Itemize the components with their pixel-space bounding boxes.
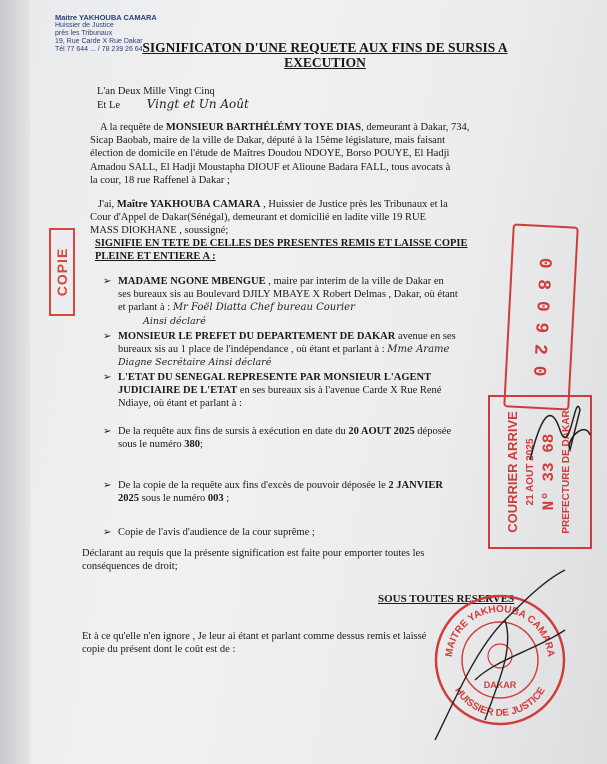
handwritten-recipient: Mr Foël Diatta Chef bureau Courier <box>172 302 355 314</box>
bullet-icon: ➢ <box>103 276 112 287</box>
huissier-paragraph: J'ai, Maître YAKHOUBA CAMARA , Huissier de Justice près les Tribunaux et la Cour d'Appel de Dakar(Sénégal), demeurant et domicilié en ladite ville 19 RUE MASS DIOKHANE , soussigné; <box>90 199 448 237</box>
document-item: De la requête aux fins de sursis à exécution en date du 20 AOUT 2025 déposée sous le numéro 380; <box>118 426 452 451</box>
bullet-icon: ➢ <box>103 426 112 437</box>
title-line: SIGNIFICATON D'UNE REQUETE AUX FINS DE SURSIS A <box>142 40 508 55</box>
letterhead-line: 19, Rue Carde X Rue Dakar <box>55 38 143 45</box>
recipient-maire: MADAME NGONE MBENGUE , maire par interim de la ville de Dakar en ses bureaux sis au Boulevard DJILY MBAYE X Robert Delmas , Dakar, où étant et parlant à : Mr Foël Diatta Chef bureau Courier Ainsi déclaré <box>118 275 508 328</box>
courrier-arrive-stamp: COURRIER ARRIVE 21 AOUT 2025 N° 33 68 PREFECTURE DE DAKAR <box>488 395 592 549</box>
closing-paragraph: Et à ce qu'elle n'en ignore , Je leur ai étant et parlant comme dessus remis et laissé copie du présent dont le coût est de : <box>82 631 427 656</box>
bullet-icon: ➢ <box>103 331 112 342</box>
document-item: Copie de l'avis d'audience de la cour suprême ; <box>118 527 315 538</box>
recipient-prefet: MONSIEUR LE PREFET DU DEPARTEMENT DE DAKAR avenue en ses bureaux sis au 1 place de l'indépendance , où étant et parlant à : Mme Arame Diagne Secrétaire Ainsi déclaré <box>118 330 538 370</box>
declarant-paragraph: Déclarant au requis que la présente signification est faite pour emporter toutes les conséquences de droit; <box>82 548 425 573</box>
requete-paragraph: A la requête de MONSIEUR BARTHÉLÉMY TOYE DIAS, demeurant à Dakar, 734, Sicap Baobab, maire de la ville de Dakar, député à la 15ème législature, mais faisant élection de domicile en l'étude de Maîtres Doudou NDOYE, Borso POUYE, El Hadji Amadou SALL, El Hadji Moustapha DIOUF et Alioune Badara FALL, tous avocats à la cour, 18 rue Raffenel à Dakar ; <box>90 122 470 186</box>
seal-bottom-text: HUISSIER DE JUSTICE <box>452 685 548 720</box>
bullet-icon: ➢ <box>103 527 112 538</box>
reserves-heading: SOUS TOUTES RESERVES <box>378 593 515 605</box>
date-year: L'an Deux Mille Vingt Cinq <box>97 86 215 97</box>
handwritten-date: Vingt et Un Août <box>146 97 249 112</box>
huissier-name: Maître YAKHOUBA CAMARA <box>116 199 261 210</box>
title-line: EXECUTION <box>284 55 366 70</box>
document-title <box>90 40 560 70</box>
handwritten-note: Ainsi déclaré <box>143 315 206 327</box>
bullet-icon: ➢ <box>103 372 112 383</box>
huissier-signature <box>415 560 585 750</box>
seal-city: DAKAR <box>483 680 517 690</box>
date-line <box>97 85 249 112</box>
seal-top-text: MAITRE YAKHOUBA CAMARA <box>443 603 556 658</box>
copie-stamp: COPIE <box>49 228 75 316</box>
letterhead-line: Huissier de Justice <box>55 22 114 29</box>
prefecture-signature <box>520 380 595 470</box>
handwritten-note: Diagne Secrétaire Ainsi déclaré <box>118 357 272 369</box>
bullet-icon: ➢ <box>103 480 112 491</box>
letterhead-line: près les Tribunaux <box>55 30 113 37</box>
requerant-name: MONSIEUR BARTHÉLÉMY TOYE DIAS <box>165 122 362 133</box>
recipient-etat: L'ETAT DU SENEGAL REPRESENTE PAR MONSIEUR L'AGENT JUDICIAIRE DE L'ETAT en ses bureaux sis à l'avenue Carde X Rue René Ndiaye, où étant et parlant à : <box>118 372 442 410</box>
page-fold-shadow <box>0 0 30 764</box>
signifie-heading: SIGNIFIE EN TETE DE CELLES DES PRESENTES REMIS ET LAISSE COPIE PLEINE ET ENTIERE A : <box>95 238 468 263</box>
date-day: Et Le Vingt et Un Août <box>97 97 249 112</box>
letterhead-name: Maitre YAKHOUBA CAMARA <box>55 13 157 22</box>
handwritten-recipient: Mme Arame <box>387 344 450 356</box>
reception-number-stamp: 0 8 0 9 2 0 <box>503 223 579 410</box>
letterhead-line: Tél 77 644 ... / 78 239 26 64 <box>55 46 143 53</box>
document-item: De la copie de la requête aux fins d'excès de pouvoir déposée le 2 JANVIER 2025 sous le numéro 003 ; <box>118 480 443 505</box>
